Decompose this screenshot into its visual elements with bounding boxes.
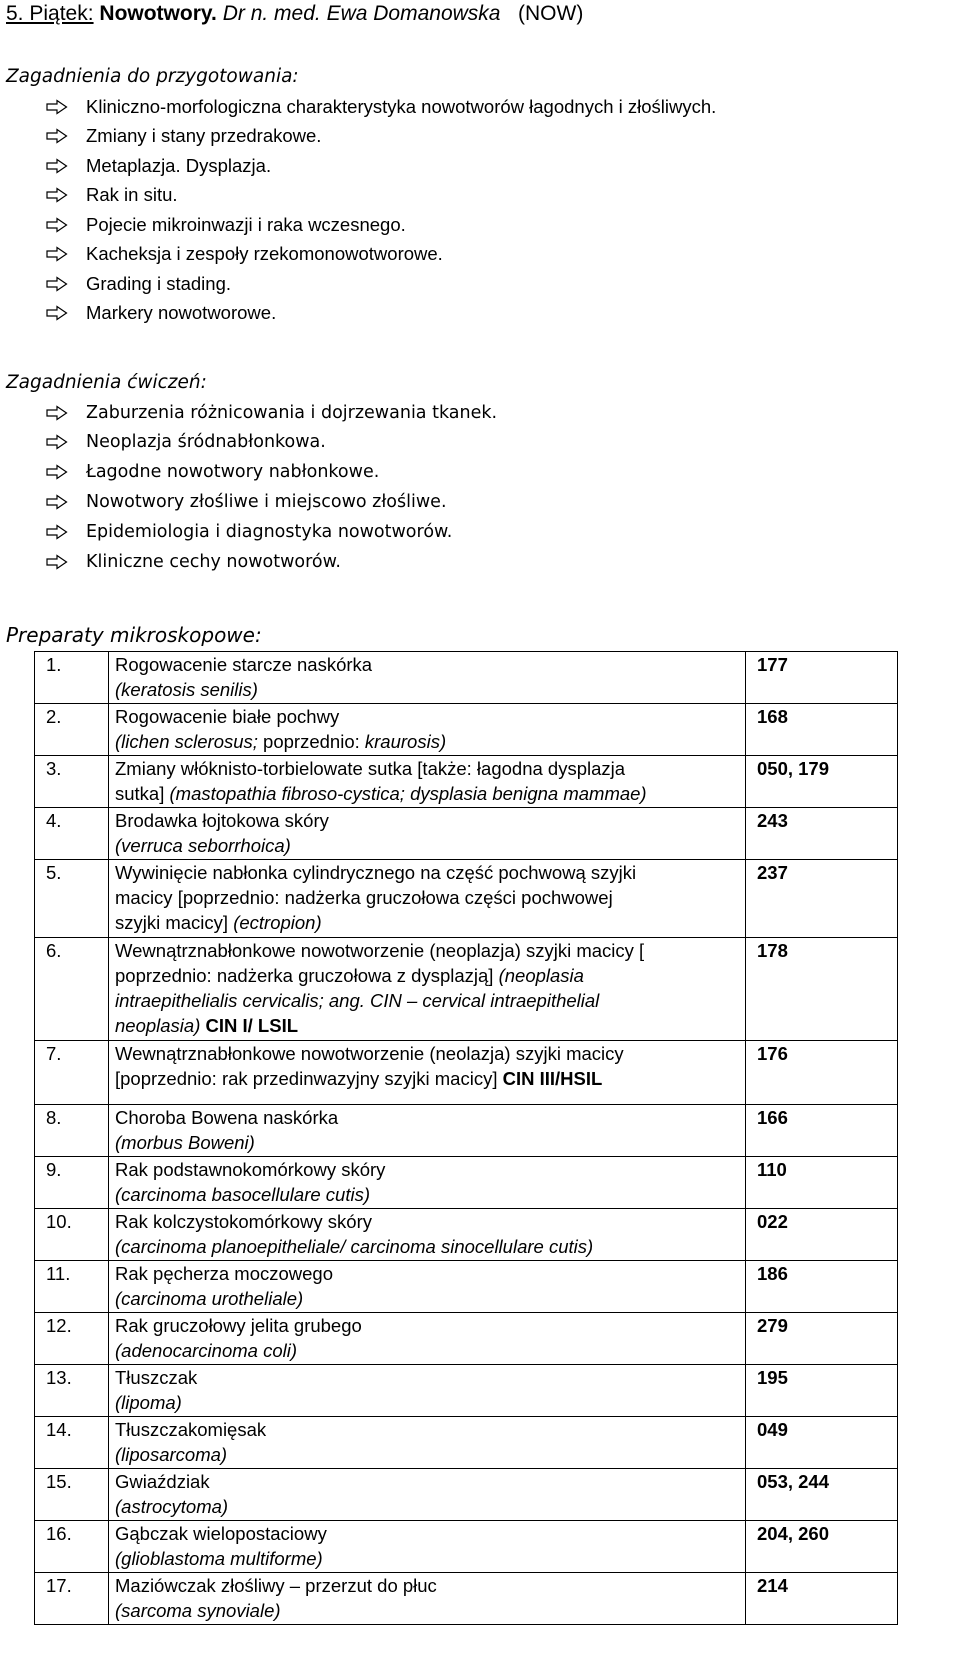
row-number: 7. [35,1041,109,1105]
row-number: 2. [35,704,109,756]
topic-label: Pojecie mikroinwazji i raka wczesnego. [86,213,406,235]
row-description [109,1417,746,1469]
slide-code: 049 [746,1417,898,1469]
description-text: Wewnątrznabłonkowe nowotworzenie (neoplazja) szyjki macicy [ [115,940,645,961]
topic-label: Łagodne nowotwory nabłonkowe. [86,462,380,483]
topic-label: Zmiany i stany przedrakowe. [86,125,322,146]
row-number: 12. [35,1313,109,1365]
slide-code: 166 [746,1105,898,1157]
description-text: macicy [poprzednio: nadżerka gruczołowa części pochwowej [115,887,613,908]
title-topic: Nowotwory. [99,2,217,25]
row-description [109,1313,746,1365]
topic-item [46,122,321,151]
topic-item [46,92,716,121]
table-row [35,1521,898,1573]
row-description [109,1365,746,1417]
arrow-right-icon [46,128,86,144]
description-text: szyjki macicy] [115,912,234,933]
arrow-right-icon [46,405,86,421]
page-title [6,2,583,26]
description-text: (keratosis senilis) [115,679,258,700]
table-row [35,704,898,756]
topic-label: Grading i stading. [86,272,232,294]
topic-item [46,547,341,576]
row-description [109,704,746,756]
slide-code: 176 [746,1041,898,1105]
row-description [109,808,746,860]
row-number: 3. [35,756,109,808]
description-text: (carcinoma urotheliale) [115,1288,304,1309]
topic-label: Neoplazja śródnabłonkowa. [86,432,326,453]
table-row [35,1157,898,1209]
arrow-right-icon [46,217,86,233]
topic-label: Kliniczne cechy nowotworów. [86,551,341,572]
table-row [35,1261,898,1313]
description-text: CIN III/HSIL [502,1068,603,1089]
description-text: Maziówczak złośliwy – przerzut do płuc [115,1575,437,1596]
arrow-right-icon [46,276,86,292]
description-text: (neoplasia [498,965,584,986]
arrow-right-icon [46,524,86,540]
slide-code: 195 [746,1365,898,1417]
slide-code: 243 [746,808,898,860]
arrow-right-icon [46,187,86,203]
description-text: sutka] [115,783,170,804]
row-number: 5. [35,860,109,938]
row-number: 1. [35,652,109,704]
description-text: Rogowacenie białe pochwy [115,706,340,727]
topic-label: Kliniczno-morfologiczna charakterystyka nowotworów łagodnych i złośliwych. [86,95,717,117]
table-row [35,860,898,938]
topic-item [46,299,276,328]
slide-code: 279 [746,1313,898,1365]
description-text: kraurosis) [364,731,447,752]
description-text: Rak pęcherza moczowego [115,1263,333,1284]
description-text: (lipoma) [115,1392,182,1413]
description-text: [poprzednio: rak przedinwazyjny szyjki macicy] [115,1068,503,1089]
row-number: 11. [35,1261,109,1313]
description-text: (astrocytoma) [115,1496,229,1517]
description-text: (ectropion) [233,912,322,933]
description-text: (adenocarcinoma coli) [115,1340,298,1361]
row-number: 16. [35,1521,109,1573]
row-description [109,938,746,1041]
row-number: 15. [35,1469,109,1521]
row-description [109,652,746,704]
topic-item [46,210,406,239]
arrow-right-icon [46,246,86,262]
slide-code: 186 [746,1261,898,1313]
description-text: Wywinięcie nabłonka cylindrycznego na część pochwową szyjki [115,862,637,883]
description-text: Wewnątrznabłonkowe nowotworzenie (neolazja) szyjki macicy [115,1043,624,1064]
description-text: (carcinoma basocellulare cutis) [115,1184,370,1205]
topic-label: Zaburzenia różnicowania i dojrzewania tkanek. [86,402,498,423]
topic-item [46,428,326,457]
title-lecturer: Dr n. med. Ewa Domanowska [222,2,501,25]
description-text: (mastopathia fibroso-cystica; dysplasia benigna mammae) [169,783,647,804]
title-code: (NOW) [518,2,584,25]
description-text: Gąbczak wielopostaciowy [115,1523,327,1544]
row-number: 4. [35,808,109,860]
topic-item [46,398,497,427]
slide-code: 214 [746,1573,898,1625]
row-description [109,1521,746,1573]
description-text: (verruca seborrhoica) [115,835,291,856]
row-number: 6. [35,938,109,1041]
row-description [109,1105,746,1157]
row-description [109,1209,746,1261]
slide-code: 204, 260 [746,1521,898,1573]
description-text: neoplasia) [115,1015,206,1036]
row-description [109,1157,746,1209]
row-description [109,1261,746,1313]
slide-code: 168 [746,704,898,756]
row-number: 9. [35,1157,109,1209]
description-text: (lichen sclerosus; [115,731,258,752]
description-text: (sarcoma synoviale) [115,1600,281,1621]
table-row [35,808,898,860]
arrow-right-icon [46,158,86,174]
table-row [35,1105,898,1157]
table-row [35,756,898,808]
preparations-heading: Preparaty mikroskopowe: [6,623,262,647]
slide-code: 053, 244 [746,1469,898,1521]
description-text: poprzednio: nadżerka gruczołowa z dysplazją] [115,965,499,986]
row-number: 13. [35,1365,109,1417]
topic-label: Kacheksja i zespoły rzekomonowotworowe. [86,243,443,264]
row-number: 17. [35,1573,109,1625]
arrow-right-icon [46,434,86,450]
topic-item [46,517,452,546]
row-description [109,1041,746,1105]
description-text: CIN I/ LSIL [205,1015,299,1036]
topic-item [46,269,231,298]
arrow-right-icon [46,99,86,115]
slide-code: 050, 179 [746,756,898,808]
topic-label: Nowotwory złośliwe i miejscowo złośliwe. [86,491,447,512]
table-row [35,938,898,1041]
table-row [35,1365,898,1417]
description-text: Gwiaździak [115,1471,210,1492]
description-text: Rogowacenie starcze naskórka [115,654,373,675]
topic-item [46,487,447,516]
table-row [35,1417,898,1469]
description-text: intraepithelialis cervicalis; ang. CIN – cervical intraepithelial [115,990,600,1011]
row-description [109,1469,746,1521]
row-description [109,756,746,808]
slide-code: 177 [746,652,898,704]
table-row [35,652,898,704]
description-text: Rak gruczołowy jelita grubego [115,1315,362,1336]
description-text: poprzednio: [257,731,365,752]
table-row [35,1469,898,1521]
topic-item [46,458,379,487]
topic-label: Markery nowotworowe. [86,302,277,323]
description-text: (glioblastoma multiforme) [115,1548,323,1569]
arrow-right-icon [46,554,86,570]
title-day: 5. Piątek: [6,2,94,25]
row-number: 8. [35,1105,109,1157]
table-row [35,1313,898,1365]
description-text: Tłuszczakomięsak [115,1419,267,1440]
description-text: Brodawka łojtokowa skóry [115,810,329,831]
topic-item [46,240,443,269]
topic-label: Rak in situ. [86,184,178,205]
row-description [109,860,746,938]
topic-label: Metaplazja. Dysplazja. [86,154,272,176]
row-description [109,1573,746,1625]
slide-code: 022 [746,1209,898,1261]
topic-label: Epidemiologia i diagnostyka nowotworów. [86,521,453,542]
description-text: Zmiany włóknisto-torbielowate sutka [także: łagodna dysplazja [115,758,626,779]
table-row [35,1041,898,1105]
description-text: Choroba Bowena naskórka [115,1107,339,1128]
arrow-right-icon [46,305,86,321]
exercise-section-heading: Zagadnienia ćwiczeń: [6,372,207,393]
table-row [35,1209,898,1261]
slide-code: 110 [746,1157,898,1209]
topic-item [46,181,178,210]
row-number: 10. [35,1209,109,1261]
arrow-right-icon [46,464,86,480]
table-row [35,1573,898,1625]
slide-code: 178 [746,938,898,1041]
description-text: (morbus Boweni) [115,1132,255,1153]
description-text: (liposarcoma) [115,1444,228,1465]
description-text: Tłuszczak [115,1367,198,1388]
description-text: Rak podstawnokomórkowy skóry [115,1159,386,1180]
description-text: (carcinoma planoepitheliale/ carcinoma sinocellulare cutis) [115,1236,594,1257]
preparations-table [34,651,898,1625]
topic-item [46,151,271,180]
prep-section-heading: Zagadnienia do przygotowania: [6,66,299,87]
row-number: 14. [35,1417,109,1469]
description-text: Rak kolczystokomórkowy skóry [115,1211,373,1232]
slide-code: 237 [746,860,898,938]
arrow-right-icon [46,494,86,510]
